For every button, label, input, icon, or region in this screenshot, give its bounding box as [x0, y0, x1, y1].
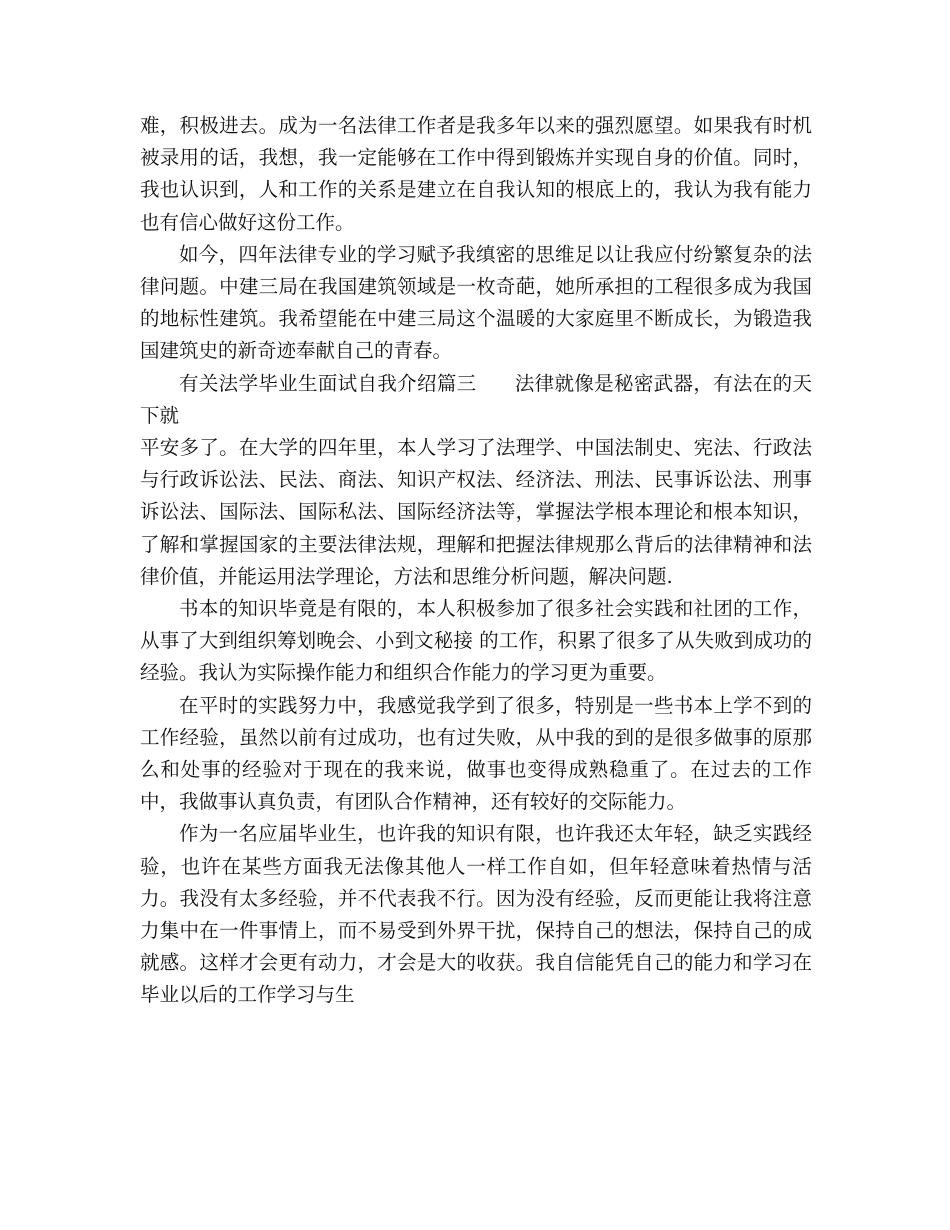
paragraph-graduate: 作为一名应届毕业生，也许我的知识有限，也许我还太年轻，缺乏实践经验，也许在某些方面我无法像其他人一样工作自如，但年轻意味着热情与活力。我没有太多经验，并不代表我不行。因为没有经验，反而更能让我将注意力集中在一件事情上，而不易受到外界干扰，保持自己的想法，保持自己的成就感。这样才会更有动力，才会是大的收获。我自信能凭自己的能力和学习在毕业以后的工作学习与生	[140, 822, 812, 1007]
section-intro-line	[140, 368, 812, 432]
paragraph-social-practice: 书本的知识毕竟是有限的，本人积极参加了很多社会实践和社团的工作，从事了大到组织筹划晚会、小到文秘接 的工作，积累了很多了从失败到成功的经验。我认为实际操作能力和组织合作能力的学习更为重要。	[140, 597, 812, 685]
paragraph-career-goal: 如今，四年法律专业的学习赋予我缜密的思维足以让我应付纷繁复杂的法律问题。中建三局在我国建筑领域是一枚奇葩，她所承担的工程很多成为我国的地标性建筑。我希望能在中建三局这个温暖的大家庭里不断成长，为锻造我国建筑史的新奇迹奉献自己的青春。	[140, 242, 812, 363]
section-lead-text: 法律就像是秘密武器，有法在的天下就	[140, 371, 812, 427]
section-heading: 有关法学毕业生面试自我介绍篇三	[179, 371, 477, 395]
document-body	[140, 110, 812, 1012]
paragraph-law-study: 平安多了。在大学的四年里，本人学习了法理学、中国法制史、宪法、行政法与行政诉讼法、民法、商法、知识产权法、经济法、刑法、民事诉讼法、刑事诉讼法、国际法、国际私法、国际经济法等，掌握法学根本理论和根本知识，了解和掌握国家的主要法律法规，理解和把握法律规那么背后的法律精神和法律价值，并能运用法学理论，方法和思维分析问题，解决问题.	[140, 436, 812, 588]
paragraph-experience: 在平时的实践努力中，我感觉我学到了很多，特别是一些书本上学不到的工作经验，虽然以前有过成功，也有过失败，从中我的到的是很多做事的原那么和处事的经验对于现在的我来说，做事也变得成熟稳重了。在过去的工作中，我做事认真负责，有团队合作精神，还有较好的交际能力。	[140, 693, 812, 814]
paragraph-continuation: 难，积极进去。成为一名法律工作者是我多年以来的强烈愿望。如果我有时机被录用的话，我想，我一定能够在工作中得到锻炼并实现自身的价值。同时，我也认识到，人和工作的关系是建立在自我认知的根底上的，我认为我有能力也有信心做好这份工作。	[140, 114, 812, 234]
